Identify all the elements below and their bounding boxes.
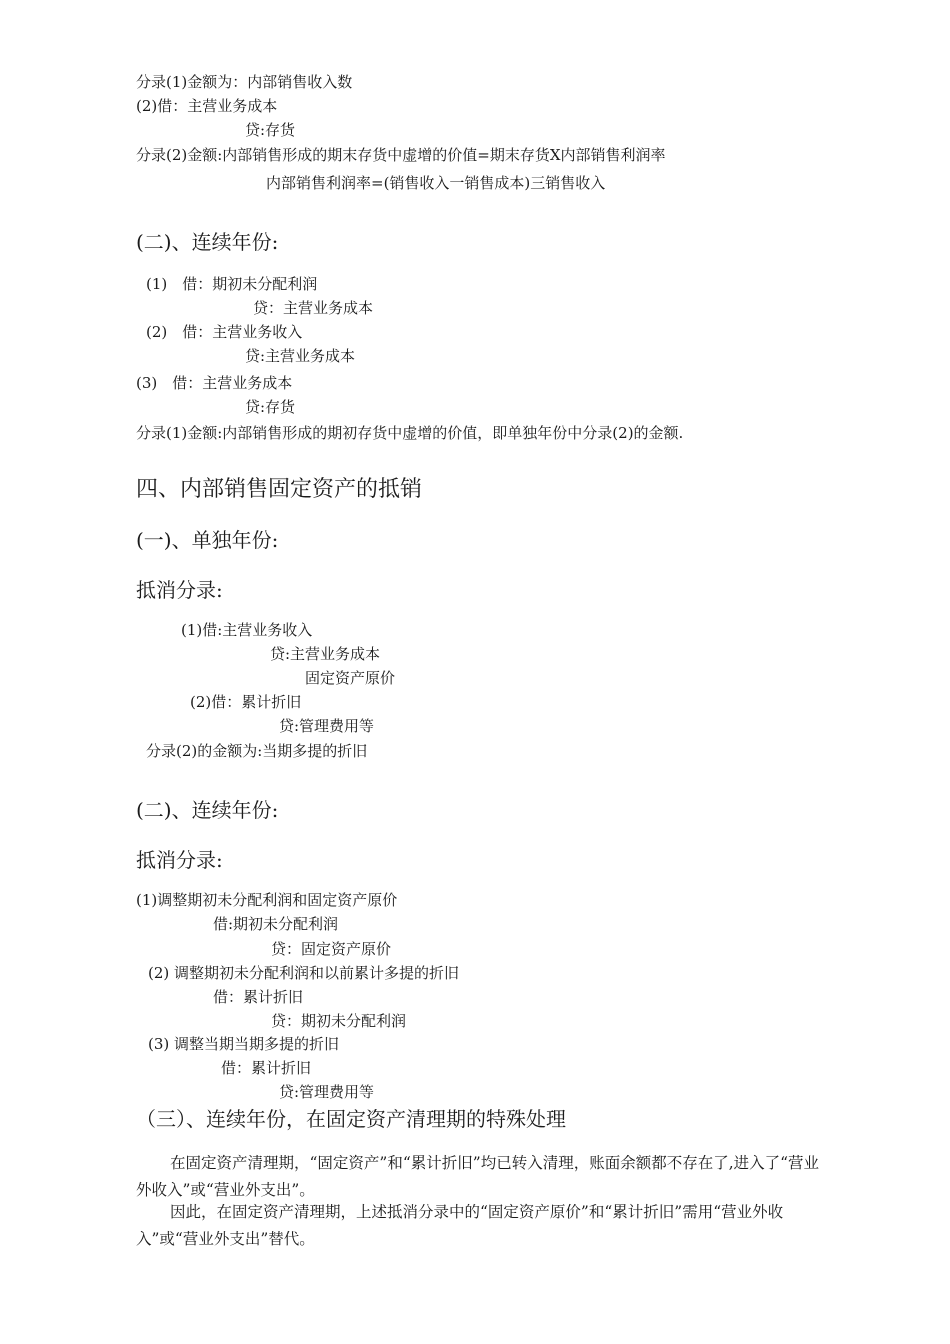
entry-line: 借：累计折旧 [213, 988, 304, 1006]
entry-line: 借：累计折旧 [221, 1059, 312, 1077]
section-heading-four: 四、内部销售固定资产的抵销 [136, 477, 423, 502]
section-heading-continuous-inventory: (二)、连续年份: [136, 230, 279, 254]
entry-amount-line-2: 分录(2)金额:内部销售形成的期末存货中虚增的价值=期末存货X内部销售利润率 [136, 146, 666, 164]
entry-line: 固定资产原价 [305, 669, 396, 687]
entry-debit-line: (2)借：主营业务成本 [136, 97, 278, 115]
entry-line: (2) 调整期初未分配利润和以前累计多提的折旧 [148, 964, 460, 982]
entry-note: 分录(1)金额:内部销售形成的期初存货中虚增的价值，即单独年份中分录(2)的金额. [136, 424, 684, 442]
subsection-heading-single-year: (一)、单独年份: [136, 528, 279, 552]
entry-line: 贷：固定资产原价 [271, 940, 392, 958]
entry-line: (3) 借：主营业务成本 [136, 374, 293, 392]
entry-line: (2)借：累计折旧 [190, 693, 302, 711]
entry-line: 贷:主营业务成本 [270, 645, 381, 663]
entry-line: 贷：主营业务成本 [253, 299, 374, 317]
paragraph-disposal-1: 在固定资产清理期，“固定资产”和“累计折旧”均已转入清理，账面余额都不存在了,进入了“营业外收入”或“营业外支出”。 [136, 1154, 820, 1199]
subsection-heading-continuous-years: (二)、连续年份: [136, 798, 279, 822]
entry-line: 贷:主营业务成本 [245, 347, 356, 365]
elimination-entries-label: 抵消分录: [136, 578, 223, 602]
entry-line: 贷:管理费用等 [279, 1083, 375, 1101]
entry-line: (1) 借：期初未分配利润 [146, 275, 318, 293]
entry-line: (3) 调整当期当期多提的折旧 [148, 1035, 340, 1053]
entry-amount-line-1: 分录(1)金额为：内部销售收入数 [136, 73, 353, 91]
entry-line: 贷:存货 [245, 398, 296, 416]
entry-line: 贷：期初未分配利润 [271, 1012, 407, 1030]
entry-line: (1)调整期初未分配利润和固定资产原价 [136, 891, 398, 909]
entry-note: 分录(2)的金额为:当期多提的折旧 [146, 742, 368, 760]
entry-line: (1)借:主营业务收入 [181, 621, 313, 639]
entry-line: (2) 借：主营业务收入 [146, 323, 303, 341]
subsection-heading-disposal: （三）、连续年份，在固定资产清理期的特殊处理 [136, 1107, 566, 1131]
paragraph-disposal-2: 因此，在固定资产清理期，上述抵消分录中的“固定资产原价”和“累计折旧”需用“营业外收入”或“营业外支出”替代。 [136, 1203, 784, 1248]
profit-rate-formula: 内部销售利润率=(销售收入一销售成本)三销售收入 [266, 174, 606, 192]
elimination-entries-label: 抵消分录: [136, 848, 223, 872]
entry-line: 借:期初未分配利润 [213, 915, 339, 933]
entry-credit-line: 贷:存货 [245, 121, 296, 139]
entry-line: 贷:管理费用等 [279, 717, 375, 735]
